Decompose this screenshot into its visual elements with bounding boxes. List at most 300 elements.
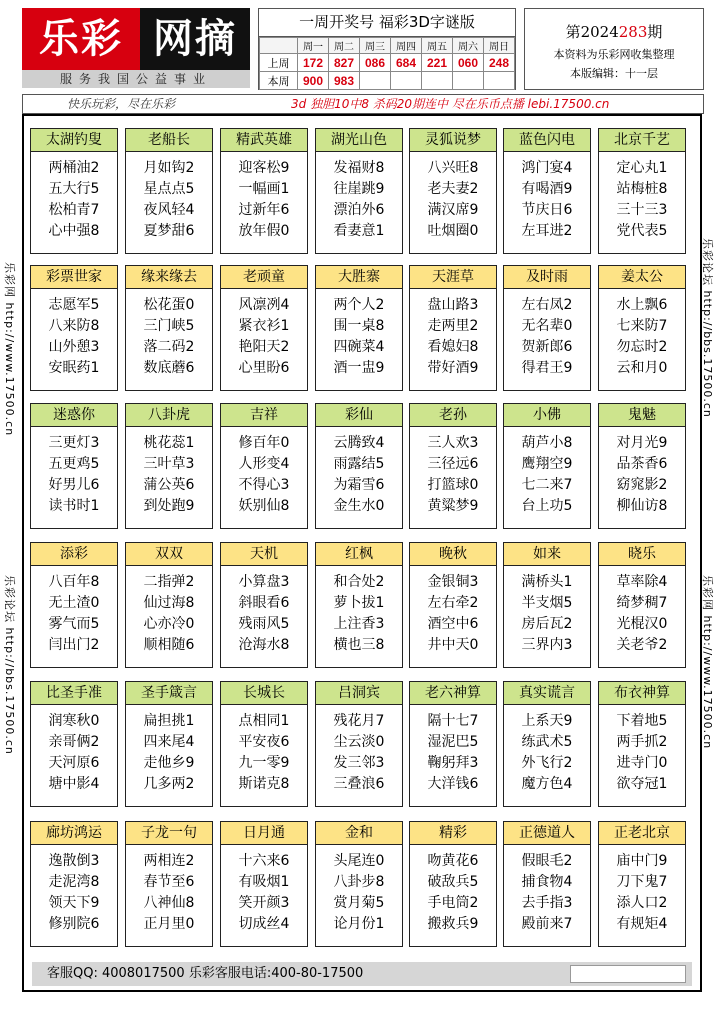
riddle-box [315,265,403,391]
riddle-line: 勿忘时2 [616,339,668,355]
riddle-line: 窈窕影2 [616,477,668,493]
riddle-line: 殿前来7 [521,916,573,932]
riddle-box [220,128,308,254]
riddle-line: 看妻意1 [333,223,385,239]
riddle-line: 八来防8 [48,318,100,334]
riddle-line: 修百年0 [238,435,290,451]
draw-day-label: 周五 [422,38,453,54]
riddle-line: 平安夜6 [238,734,290,750]
riddle-box [220,265,308,391]
riddle-line: 萝卜拔1 [333,595,385,611]
riddle-line: 发福财8 [333,160,385,176]
riddle-box-items [599,289,685,379]
riddle-line: 隔十七7 [427,713,479,729]
riddle-line: 站梅桩8 [616,181,668,197]
riddle-box-title: 红枫 [316,543,402,566]
riddle-line: 头尾连0 [333,853,385,869]
riddle-line: 尘云淡0 [333,734,385,750]
riddle-line: 手电筒2 [427,895,479,911]
riddle-line: 关老爷2 [616,637,668,653]
logo-red-part: 乐彩 [22,8,140,70]
riddle-box-title: 精彩 [410,822,496,845]
riddle-box-items [599,705,685,795]
riddle-line: 修别院6 [48,916,100,932]
blank-field [570,965,686,983]
riddle-line: 上注香3 [333,616,385,632]
riddle-box-items [410,289,496,379]
riddle-box-title: 日月通 [221,822,307,845]
riddle-box-items [221,705,307,795]
riddle-line: 塘中影4 [48,776,100,792]
riddle-line: 定心丸1 [616,160,668,176]
riddle-box [598,681,686,807]
riddle-box-title: 湖光山色 [316,129,402,152]
riddle-line: 魔方色4 [521,776,573,792]
riddle-box-items [504,289,590,379]
riddle-line: 左右凤2 [521,297,573,313]
banner-slogan: 快乐玩彩，尽在乐彩 [67,97,176,111]
riddle-line: 对月光9 [616,435,668,451]
riddle-box [315,128,403,254]
riddle-line: 心里盼6 [238,360,290,376]
riddle-box [598,265,686,391]
riddle-line: 金银铜3 [427,574,479,590]
draw-row-label: 本周 [260,72,298,90]
riddle-box-title: 小佛 [504,404,590,427]
riddle-box-title: 金和 [316,822,402,845]
riddle-line: 三径远6 [427,456,479,472]
riddle-line: 紧衣衫1 [238,318,290,334]
riddle-box [125,681,213,807]
riddle-line: 添人口2 [616,895,668,911]
riddle-box-title: 老顽童 [221,266,307,289]
riddle-box [503,403,591,529]
riddle-line: 三门峡5 [143,318,195,334]
riddle-line: 进寺门0 [616,755,668,771]
riddle-line: 星点点5 [143,181,195,197]
riddle-box [125,403,213,529]
draw-day-label: 周日 [484,38,515,54]
riddle-box-items [221,289,307,379]
riddle-line: 好男儿6 [48,477,100,493]
riddle-line: 点相同1 [238,713,290,729]
riddle-box-title: 圣手箴言 [126,682,212,705]
riddle-line: 心亦冷0 [143,616,195,632]
riddle-line: 二指弹2 [143,574,195,590]
riddle-box [409,681,497,807]
riddle-box-title: 精武英雄 [221,129,307,152]
riddle-line: 夏梦甜6 [143,223,195,239]
riddle-line: 刀下鬼7 [616,874,668,890]
riddle-line: 有喝酒9 [521,181,573,197]
riddle-line: 柳仙访8 [616,498,668,514]
riddle-box-title: 及时雨 [504,266,590,289]
riddle-line: 八神仙8 [143,895,195,911]
riddle-line: 七来防7 [616,318,668,334]
riddle-line: 三叠浪6 [333,776,385,792]
riddle-box-title: 迷惑你 [31,404,117,427]
riddle-box [409,542,497,668]
draw-day-label: 周六 [453,38,484,54]
riddle-box-items [221,566,307,656]
riddle-line: 十六来6 [238,853,290,869]
riddle-line: 满汉席9 [427,202,479,218]
riddle-box-items [410,152,496,242]
riddle-line: 松花蛋0 [143,297,195,313]
draw-number [360,72,391,90]
issue-panel [524,8,704,90]
riddle-box [30,821,118,947]
riddle-box-items [221,152,307,242]
riddle-box-items [126,845,212,935]
riddle-box-items [504,427,590,517]
riddle-box [125,542,213,668]
riddle-box [220,681,308,807]
riddle-line: 漂泊外6 [333,202,385,218]
logo-black-part: 网摘 [140,8,250,70]
riddle-box-title: 比圣手准 [31,682,117,705]
riddle-box [315,542,403,668]
riddle-line: 为霜雪6 [333,477,385,493]
riddle-box-items [599,566,685,656]
draw-number [453,72,484,90]
riddle-line: 左右牵2 [427,595,479,611]
riddle-line: 鞠躬拜3 [427,755,479,771]
riddle-box-items [410,427,496,517]
riddle-box-title: 姜太公 [599,266,685,289]
riddle-line: 春节至6 [143,874,195,890]
riddle-line: 走泥湾8 [48,874,100,890]
riddle-box-items [410,705,496,795]
riddle-line: 三叶草3 [143,456,195,472]
riddle-box [220,403,308,529]
riddle-line: 围一桌8 [333,318,385,334]
riddle-line: 八卦步8 [333,874,385,890]
riddle-box [503,681,591,807]
riddle-line: 三人欢3 [427,435,479,451]
riddle-line: 品茶香6 [616,456,668,472]
riddle-line: 读书时1 [48,498,100,514]
riddle-line: 金生水0 [333,498,385,514]
riddle-line: 酒一盅9 [333,360,385,376]
side-label-left-bottom[interactable]: 乐彩论坛 http://bbs.17500.cn [3,575,16,755]
riddle-line: 云和月0 [616,360,668,376]
side-label-left-top[interactable]: 乐彩网 http://www.17500.cn [3,262,16,437]
riddle-box [598,403,686,529]
riddle-line: 房后瓦2 [521,616,573,632]
riddle-box-items [599,152,685,242]
riddle-box-title: 北京千艺 [599,129,685,152]
riddle-line: 无土渣0 [48,595,100,611]
riddle-line: 小算盘3 [238,574,290,590]
riddle-line: 切成丝4 [238,916,290,932]
riddle-box-title: 老船长 [126,129,212,152]
riddle-box-items [504,566,590,656]
riddle-box [30,403,118,529]
draw-number: 983 [329,72,360,90]
riddle-box-title: 老孙 [410,404,496,427]
banner-promo-link[interactable]: 3d 独胆10中8 杀码20期连中 尽在乐币点播 lebi.17500.cn [291,97,610,111]
draw-day-label: 周三 [360,38,391,54]
riddle-box [598,542,686,668]
riddle-box [125,821,213,947]
riddle-box [503,265,591,391]
riddle-box [30,128,118,254]
riddle-box [598,128,686,254]
riddle-line: 破敌兵5 [427,874,479,890]
riddle-line: 五更鸡5 [48,456,100,472]
riddle-box-title: 八卦虎 [126,404,212,427]
riddle-box-items [599,845,685,935]
riddle-box-items [316,566,402,656]
lecai-logo [22,8,250,70]
riddle-box-title: 天涯草 [410,266,496,289]
riddle-box-title: 添彩 [31,543,117,566]
riddle-box-title: 彩仙 [316,404,402,427]
riddle-line: 亲哥俩2 [48,734,100,750]
riddle-line: 领天下9 [48,895,100,911]
draw-number: 684 [391,54,422,72]
riddle-line: 到处跑9 [143,498,195,514]
riddle-box-title: 布衣神算 [599,682,685,705]
riddle-line: 安眠药1 [48,360,100,376]
riddle-line: 走两里2 [427,318,479,334]
riddle-line: 有吸烟1 [238,874,290,890]
riddle-box-title: 彩票世家 [31,266,117,289]
riddle-line: 庙中门9 [616,853,668,869]
customer-service-bar [32,962,692,986]
riddle-line: 一幅画1 [238,181,290,197]
riddle-line: 扁担挑1 [143,713,195,729]
riddle-line: 论月份1 [333,916,385,932]
riddle-line: 人形变4 [238,456,290,472]
riddle-box-items [126,566,212,656]
riddle-line: 水上飘6 [616,297,668,313]
riddle-line: 上系天9 [521,713,573,729]
draw-row [260,54,515,72]
riddle-line: 过新年6 [238,202,290,218]
draw-corner [260,38,298,54]
riddle-box-title: 长城长 [221,682,307,705]
riddle-line: 酒空中6 [427,616,479,632]
riddle-line: 残雨风5 [238,616,290,632]
draw-row [260,72,515,90]
riddle-box-items [31,427,117,517]
riddle-line: 艳阳天2 [238,339,290,355]
riddle-line: 往崖跳9 [333,181,385,197]
riddle-line: 放年假0 [238,223,290,239]
riddle-line: 八兴旺8 [427,160,479,176]
riddle-line: 半支烟5 [521,595,573,611]
riddle-line: 四碗菜4 [333,339,385,355]
promo-banner [22,94,704,114]
riddle-box-items [316,427,402,517]
riddle-box-items [316,152,402,242]
riddle-line: 贺新郎6 [521,339,573,355]
riddle-line: 三更灯3 [48,435,100,451]
riddle-line: 吐烟圈0 [427,223,479,239]
riddle-box-items [599,427,685,517]
draw-day-header [260,38,515,54]
riddle-box [503,128,591,254]
riddle-box-items [221,427,307,517]
riddle-line: 残花月7 [333,713,385,729]
riddle-box [409,128,497,254]
riddle-box-title: 吕洞宾 [316,682,402,705]
riddle-line: 捕食物4 [521,874,573,890]
riddle-line: 五大行5 [48,181,100,197]
riddle-line: 看媳妇8 [427,339,479,355]
riddle-line: 数底蘑6 [143,360,195,376]
draw-table [259,37,515,90]
riddle-box-items [126,152,212,242]
riddle-line: 去手指3 [521,895,573,911]
riddle-line: 三界内3 [521,637,573,653]
riddle-box [598,821,686,947]
draw-number: 900 [298,72,329,90]
riddle-line: 满桥头1 [521,574,573,590]
riddle-line: 和合处2 [333,574,385,590]
riddle-box [409,265,497,391]
riddle-line: 斜眼看6 [238,595,290,611]
riddle-line: 无名辈0 [521,318,573,334]
riddle-line: 迎客松9 [238,160,290,176]
riddle-line: 八百年8 [48,574,100,590]
riddle-box-title: 双双 [126,543,212,566]
riddle-box-title: 晚秋 [410,543,496,566]
riddle-line: 赏月菊5 [333,895,385,911]
riddle-box [315,403,403,529]
riddle-box-title: 正德道人 [504,822,590,845]
riddle-line: 斯诺克8 [238,776,290,792]
riddle-box-items [126,705,212,795]
riddle-line: 桃花蕊1 [143,435,195,451]
riddle-line: 发三邻3 [333,755,385,771]
riddle-box-items [504,705,590,795]
riddle-line: 台上功5 [521,498,573,514]
riddle-box-title: 大胜寨 [316,266,402,289]
riddle-line: 雨露结5 [333,456,385,472]
draw-day-label: 周一 [298,38,329,54]
riddle-box-items [126,427,212,517]
riddle-line: 黄粱梦9 [427,498,479,514]
collect-note: 本资料为乐彩网收集整理 [553,48,675,61]
riddle-box-items [31,152,117,242]
draw-number: 221 [422,54,453,72]
riddle-line: 节庆日6 [521,202,573,218]
riddle-line: 风凛冽4 [238,297,290,313]
riddle-line: 带好酒9 [427,360,479,376]
riddle-line: 绮梦稠7 [616,595,668,611]
riddle-box-title: 蓝色闪电 [504,129,590,152]
slogan: 服务我国公益事业 [22,70,250,88]
riddle-line: 葫芦小8 [521,435,573,451]
riddle-box [30,681,118,807]
riddle-line: 外飞行2 [521,755,573,771]
issue-number: 第2024283期 [565,23,663,41]
riddle-line: 下着地5 [616,713,668,729]
riddle-box-items [31,705,117,795]
draw-number: 827 [329,54,360,72]
riddle-box-title: 廊坊鸿运 [31,822,117,845]
riddle-line: 鹰翔空9 [521,456,573,472]
riddle-line: 蒲公英6 [143,477,195,493]
riddle-line: 天河原6 [48,755,100,771]
riddle-box-title: 晓乐 [599,543,685,566]
riddle-line: 落二码2 [143,339,195,355]
riddle-line: 四来尾4 [143,734,195,750]
weekly-draw-title: 一周开奖号 福彩3D字谜版 [259,9,515,37]
riddle-line: 两桶油2 [48,160,100,176]
riddle-line: 搬救兵9 [427,916,479,932]
riddle-line: 松柏青7 [48,202,100,218]
riddle-box-title: 太湖钓叟 [31,129,117,152]
riddle-line: 大洋钱6 [427,776,479,792]
riddle-line: 雾气而5 [48,616,100,632]
riddle-line: 两个人2 [333,297,385,313]
riddle-box-items [504,152,590,242]
riddle-box [220,821,308,947]
riddle-box-title: 正老北京 [599,822,685,845]
customer-service-text: 客服QQ: 4008017500 乐彩客服电话:400-80-17500 [47,966,364,981]
riddle-line: 妖别仙8 [238,498,290,514]
riddle-line: 山外憩3 [48,339,100,355]
riddle-box-items [410,845,496,935]
riddle-line: 两手抓2 [616,734,668,750]
riddle-box [30,265,118,391]
riddle-box [220,542,308,668]
riddle-line: 夜风轻4 [143,202,195,218]
riddle-box-items [126,289,212,379]
riddle-box-title: 老六神算 [410,682,496,705]
riddle-box-title: 子龙一句 [126,822,212,845]
riddle-box [30,542,118,668]
riddle-line: 练武术5 [521,734,573,750]
riddle-box-title: 鬼魅 [599,404,685,427]
riddle-line: 顺相随6 [143,637,195,653]
side-label-right-top[interactable]: 乐彩论坛 http://bbs.17500.cn [701,238,714,418]
riddle-line: 不得心3 [238,477,290,493]
riddle-box-items [316,289,402,379]
side-label-right-bottom[interactable]: 乐彩网 http://www.17500.cn [701,575,714,750]
riddle-box-title: 天机 [221,543,307,566]
riddle-box-items [504,845,590,935]
draw-day-label: 周二 [329,38,360,54]
riddle-line: 志愿军5 [48,297,100,313]
riddle-box [315,681,403,807]
riddle-line: 笑开颜3 [238,895,290,911]
draw-number [391,72,422,90]
riddle-line: 逸散倒3 [48,853,100,869]
riddle-line: 正月里0 [143,916,195,932]
draw-day-label: 周四 [391,38,422,54]
riddle-line: 三十三3 [616,202,668,218]
riddle-box [125,265,213,391]
riddle-box [409,821,497,947]
riddle-box [409,403,497,529]
riddle-box-items [31,845,117,935]
riddle-box-items [221,845,307,935]
riddle-line: 老夫妻2 [427,181,479,197]
riddle-line: 九一零9 [238,755,290,771]
riddle-box [315,821,403,947]
riddle-box-title: 吉祥 [221,404,307,427]
riddle-line: 草率除4 [616,574,668,590]
riddle-line: 月如钩2 [143,160,195,176]
draw-number: 086 [360,54,391,72]
riddle-line: 欲夺冠1 [616,776,668,792]
riddle-line: 左耳进2 [521,223,573,239]
